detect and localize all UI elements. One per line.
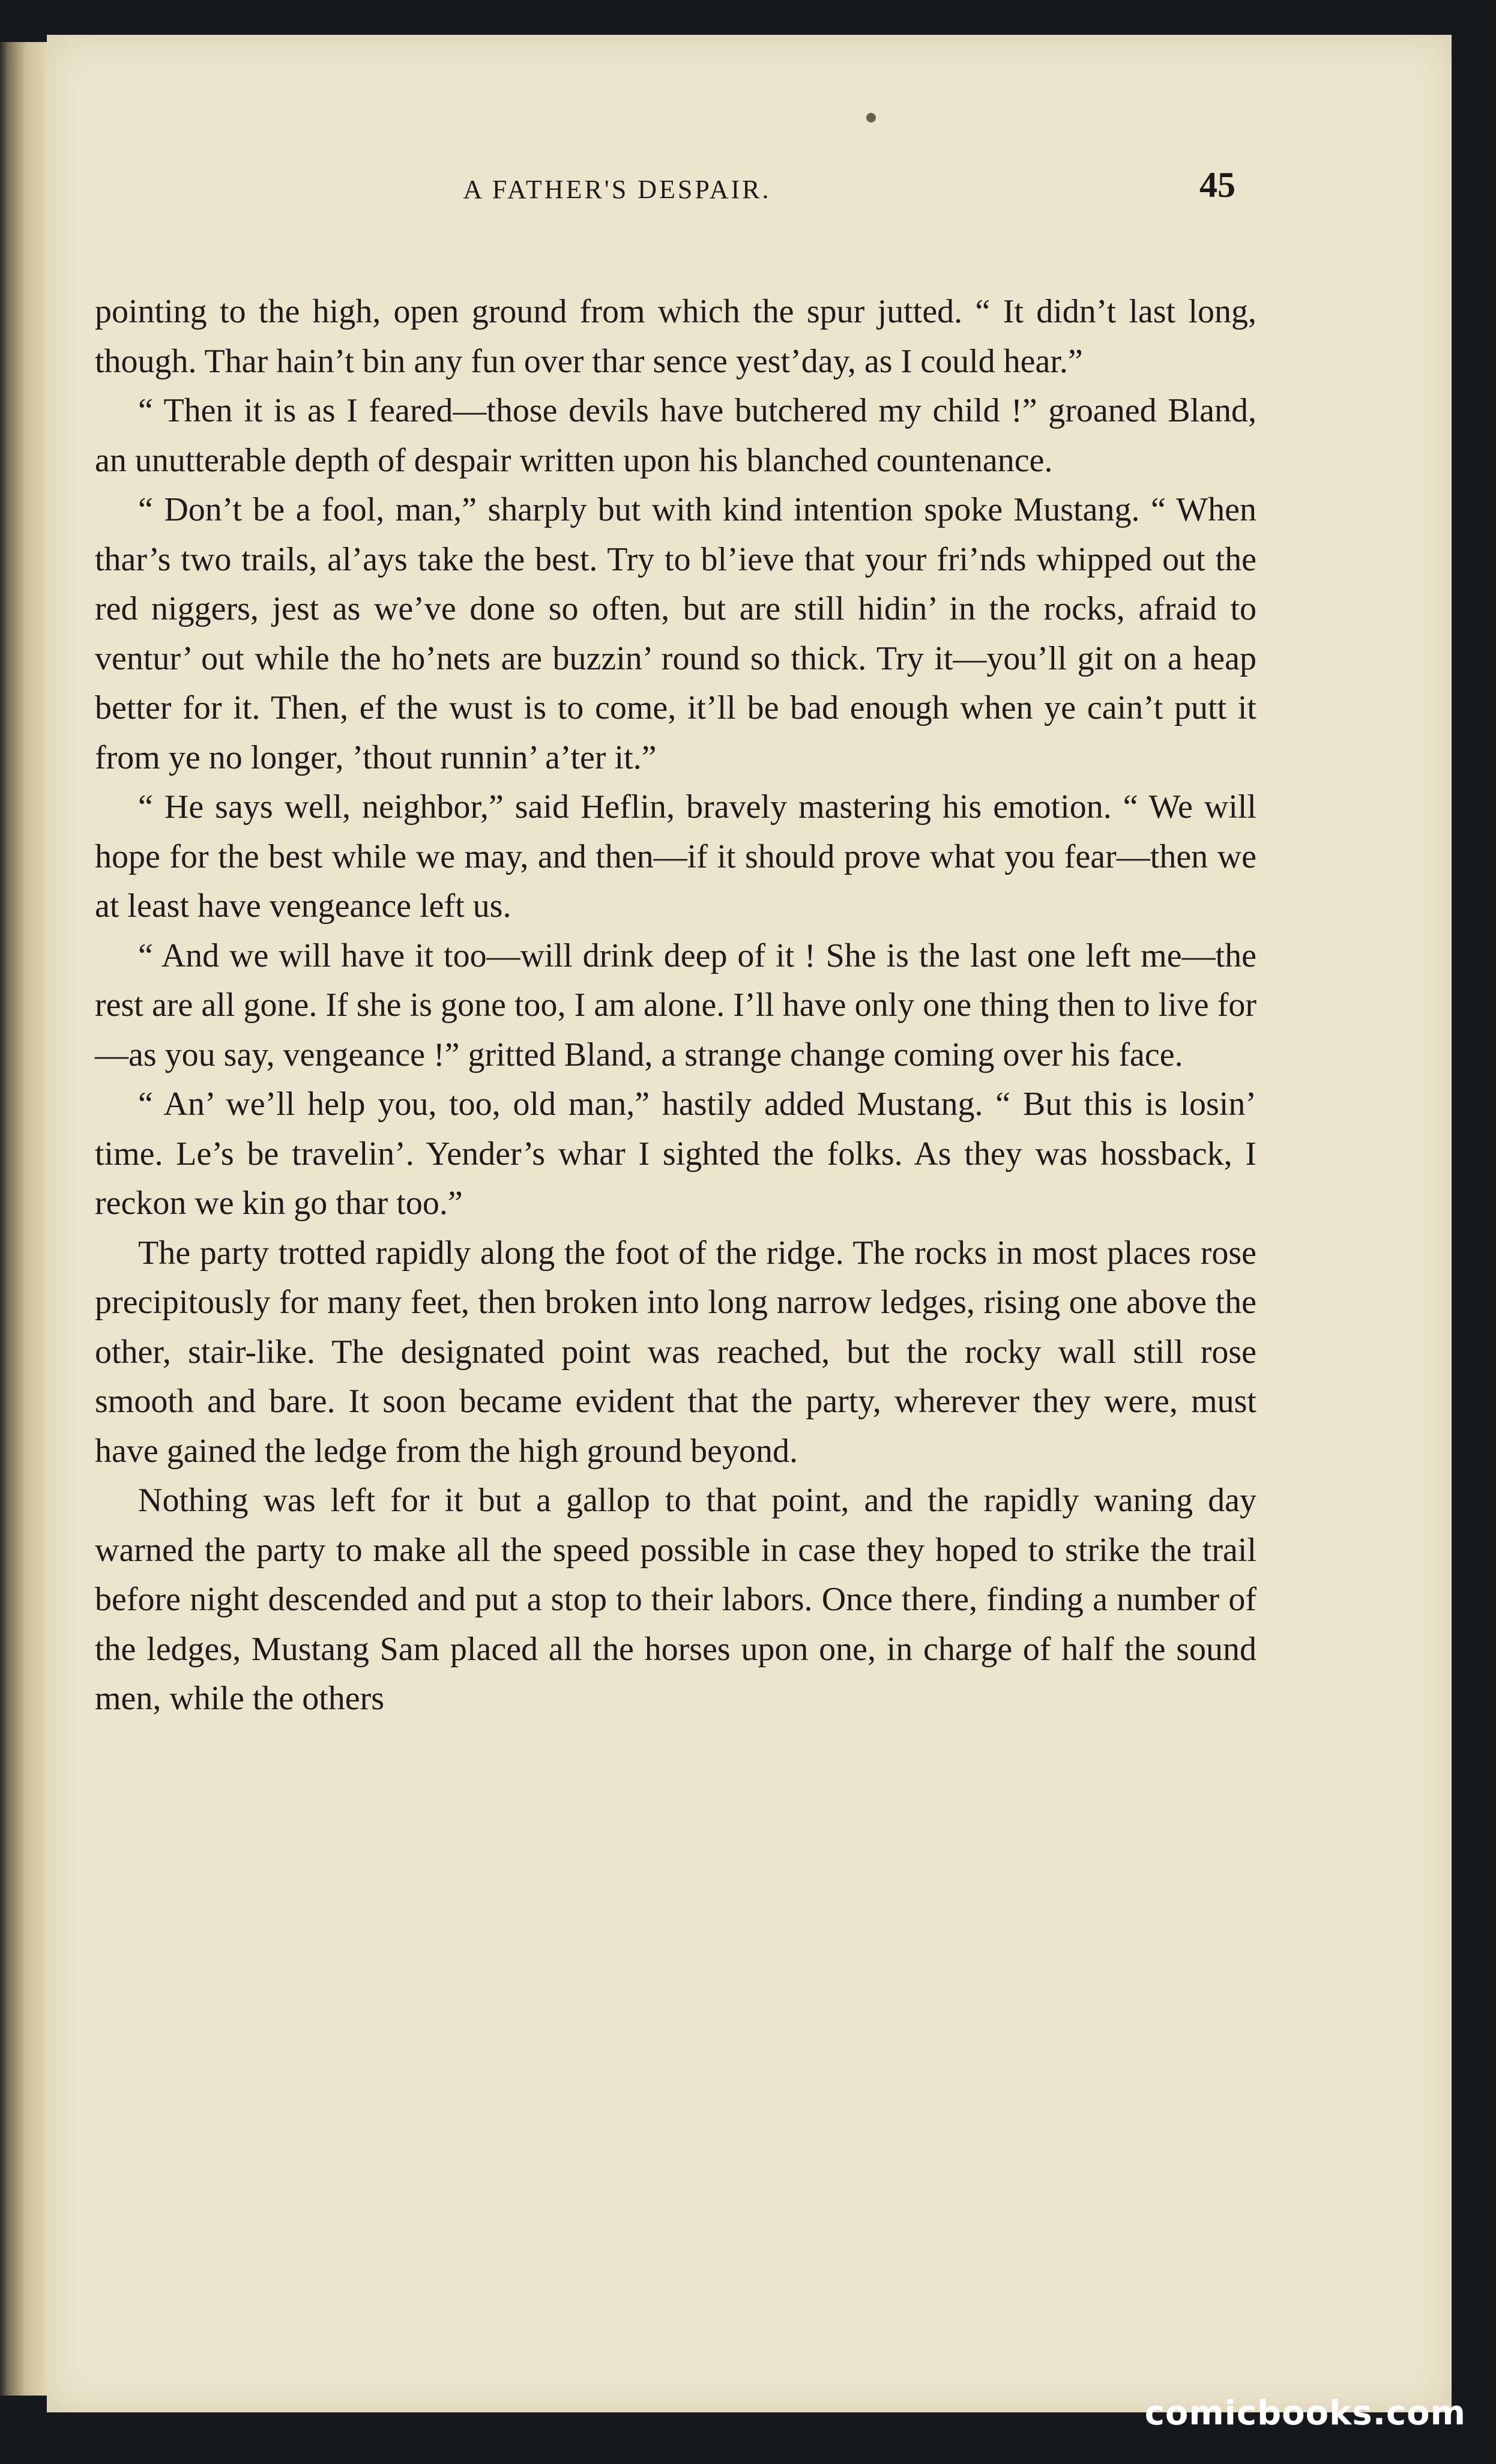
book-spine-edge — [0, 42, 47, 2396]
page-number: 45 — [1199, 165, 1235, 205]
paragraph-7: The party trotted rapidly along the foot of the ridge. The rocks in most places rose precipitously for many feet, then broken into long narrow ledges, rising one above the other, stair-like. The designated point was reached, but the rocky wall still rose smooth and bare. It soon became evident that the party, wherever they were, must have gained the ledge from the high ground beyond. — [95, 1234, 1256, 1470]
running-title: A FATHER'S DESPAIR. — [463, 175, 771, 204]
paragraph-8: Nothing was left for it but a gallop to that point, and the rapidly waning day warned the party to make all the speed possible in case they hoped to strike the trail before night descended and put a stop to their labors. Once there, finding a number of the ledges, Mustang Sam placed all the horses upon one, in charge of half the sound men, while the others — [95, 1482, 1256, 1717]
paragraph-6: “ An’ we’ll help you, too, old man,” hastily added Mustang. “ But this is losin’ time. Le’s be travelin’. Yender’s whar I sighted the folks. As they was hossback, I reckon we kin go thar too.” — [95, 1086, 1256, 1222]
paragraph-1: pointing to the high, open ground from which the spur jutted. “ It didn’t last long, though. Thar hain’t bin any fun over thar sence yest’day, as I could hear.” — [95, 293, 1256, 380]
paragraph-2: “ Then it is as I feared—those devils have butchered my child !” groaned Bland, an unutterable depth of despair written upon his blanched countenance. — [95, 392, 1256, 479]
site-watermark: comicbooks.com — [1144, 2394, 1466, 2433]
paragraph-3: “ Don’t be a fool, man,” sharply but with kind intention spoke Mustang. “ When thar’s two trails, al’ays take the best. Try to bl’ieve that your fri’nds whipped out the red niggers, jest as we’ve done so often, but are still hidin’ in the rocks, afraid to ventur’ out while the ho’nets are buzzin’ round so thick. Try it—you’ll git on a heap better for it. Then, ef the wust is to come, it’ll be bad enough when ye cain’t putt it from ye no longer, ’thout runnin’ a’ter it.” — [95, 491, 1256, 776]
paragraph-5: “ And we will have it too—will drink deep of it ! She is the last one left me—the rest are all gone. If she is gone too, I am alone. I’ll have only one thing then to live for—as you say, vengeance !” gritted Bland, a strange change coming over his face. — [95, 937, 1256, 1073]
paragraph-4: “ He says well, neighbor,” said Heflin, bravely mastering his emotion. “ We will hope for the best while we may, and then—if it should prove what you fear—then we at least have vengeance left us. — [95, 788, 1256, 925]
body-text — [95, 287, 1256, 1724]
book-page — [47, 35, 1452, 2412]
ink-speck — [866, 113, 876, 122]
